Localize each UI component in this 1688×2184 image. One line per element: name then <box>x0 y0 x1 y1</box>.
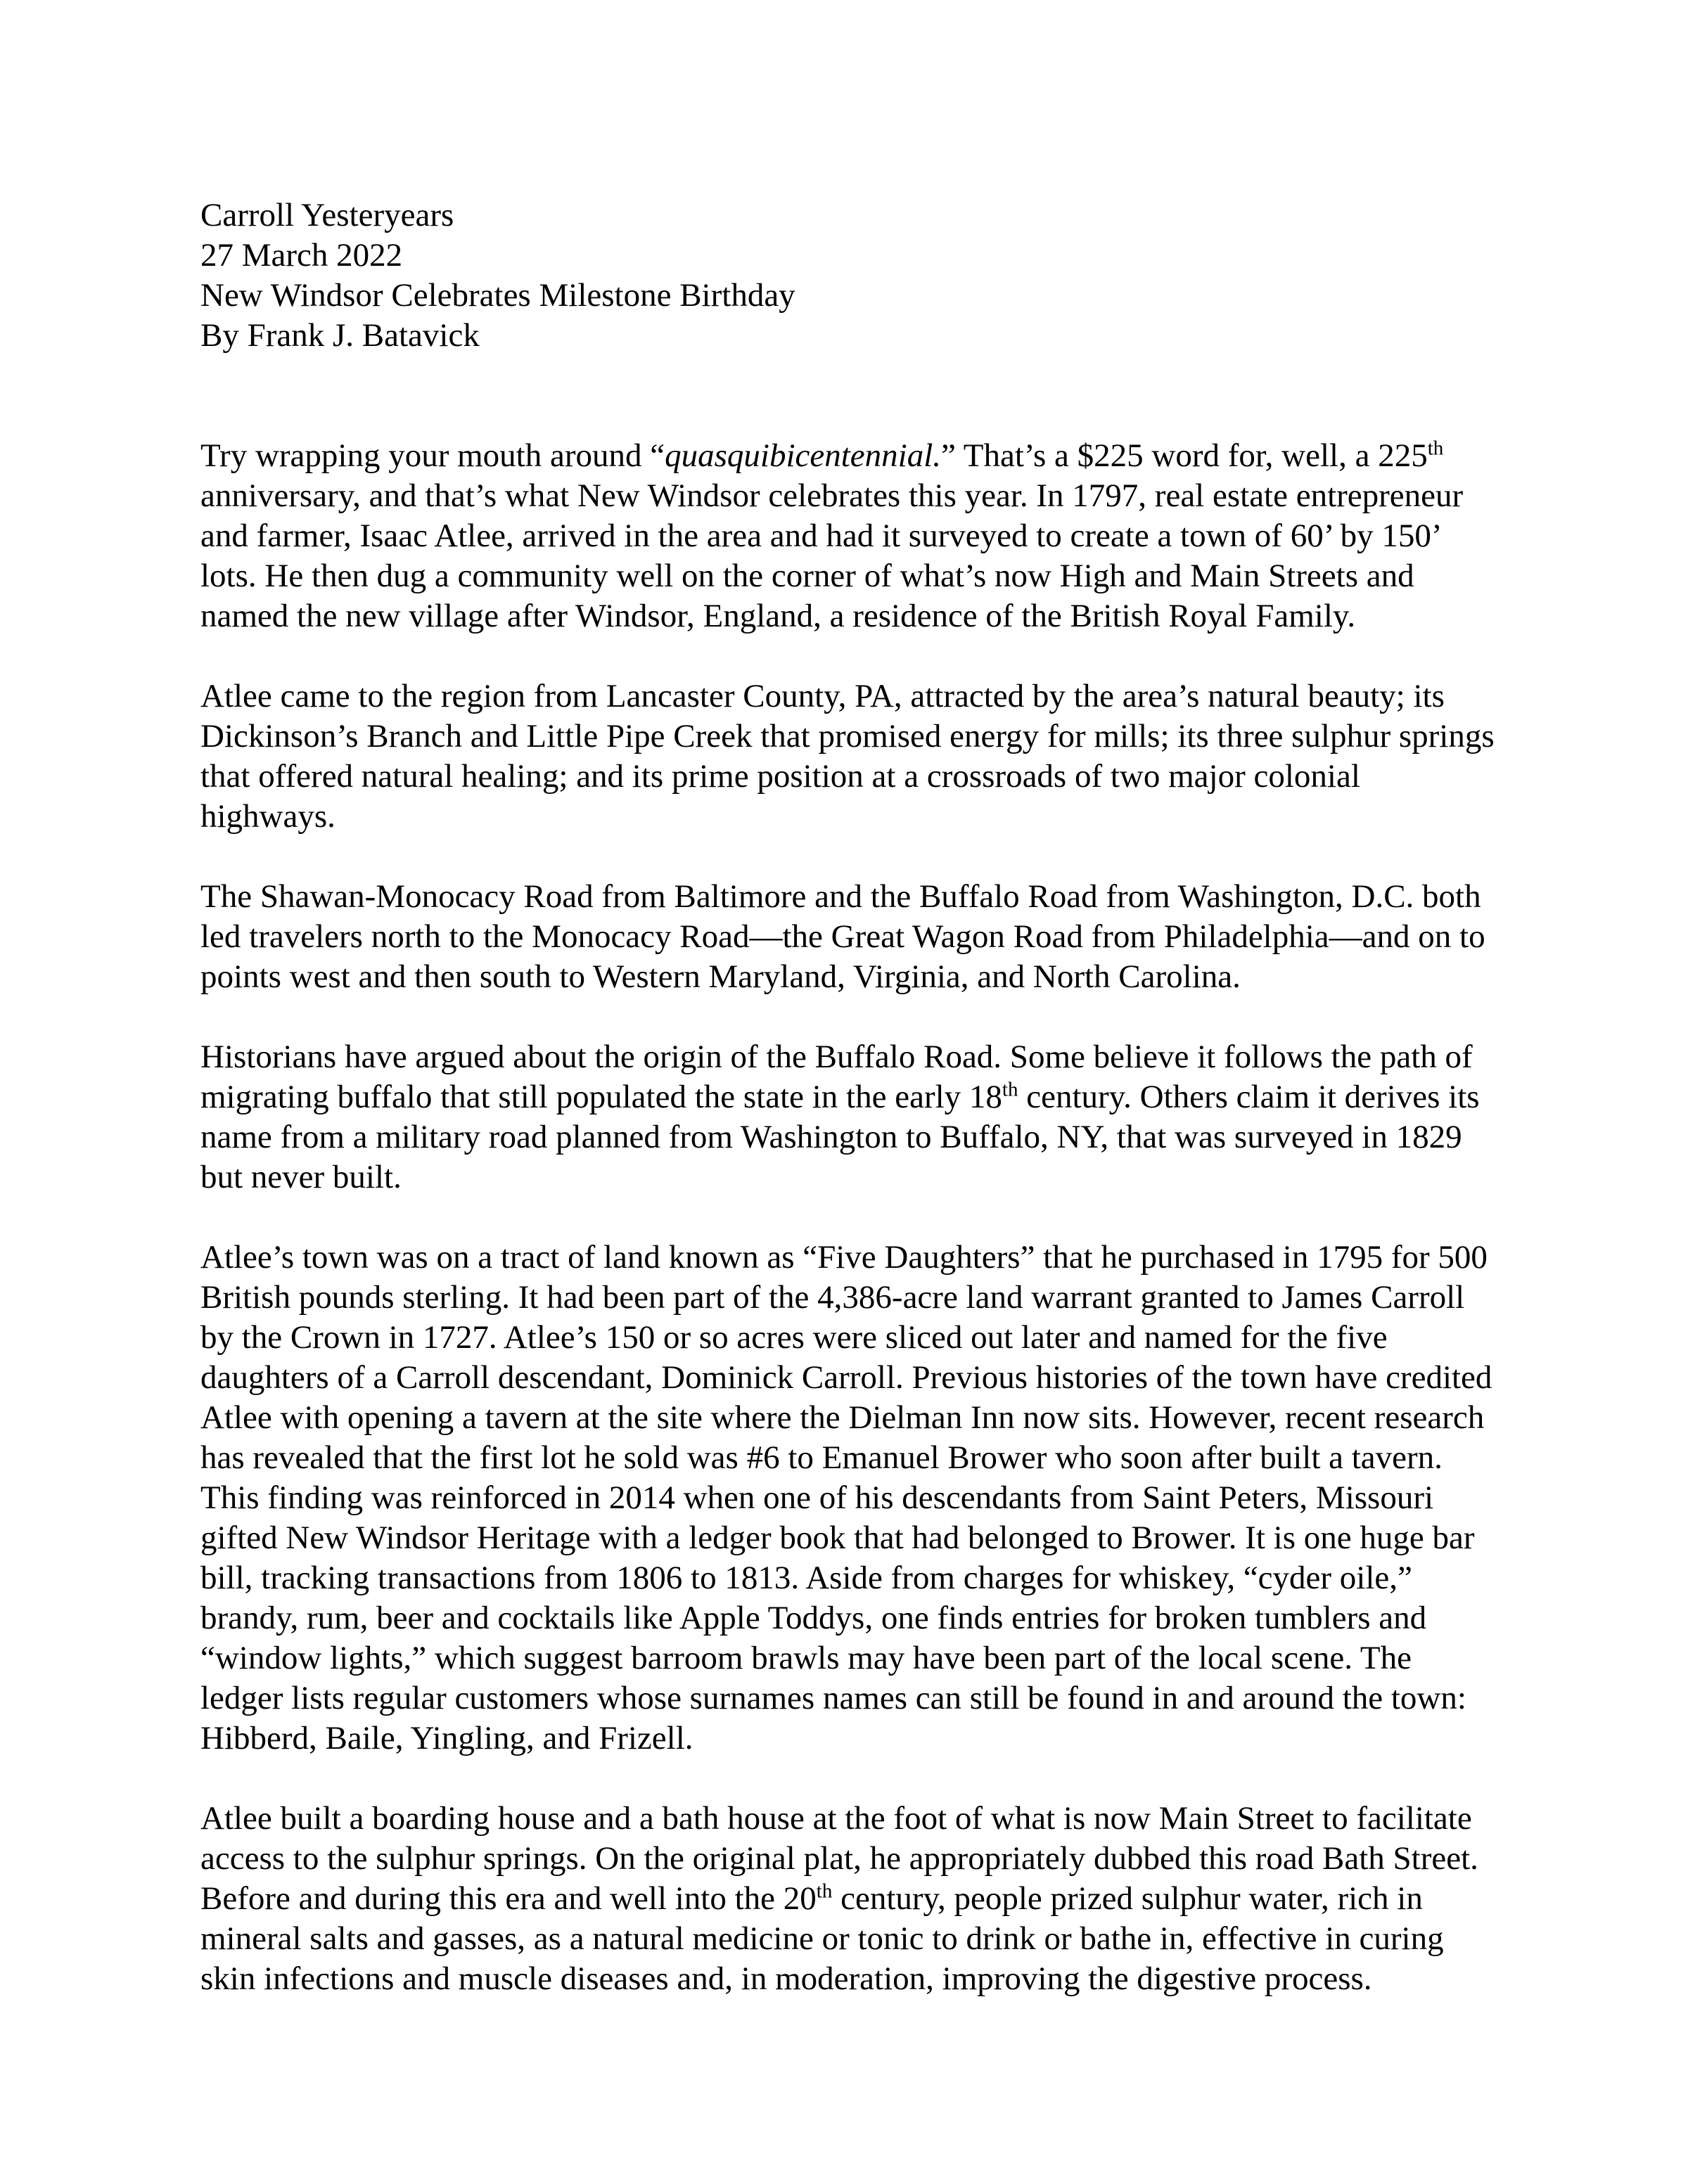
header-title: Carroll Yesteryears <box>200 197 454 233</box>
paragraph: The Shawan-Monocacy Road from Baltimore and the Buffalo Road from Washington, D.C. both led travelers north to the Monocacy Road—the Great Wagon Road from Philadelphia—and on to points west and then south to Western Maryland, Virginia, and North Carolina. <box>200 878 1485 995</box>
paragraph: Atlee came to the region from Lancaster County, PA, attracted by the area’s natural beauty; its Dickinson’s Branch and Little Pipe Creek that promised energy for mills; its three sulphur springs that offered natural healing; and its prime position at a crossroads of two major colonial highways. <box>200 678 1495 835</box>
header-date: 27 March 2022 <box>200 237 403 274</box>
paragraph: Atlee’s town was on a tract of land known as “Five Daughters” that he purchased in 1795 for 500 British pounds sterling. It had been part of the 4,386-acre land warrant granted to James Carroll by the Crown in 1727. Atlee’s 150 or so acres were sliced out later and named for the five daughters of a Carroll descendant, Dominick Carroll. Previous histories of the town have credited Atlee with opening a tavern at the site where the Dielman Inn now sits. However, recent research has revealed that the first lot he sold was #6 to Emanuel Brower who soon after built a tavern. This finding was reinforced in 2014 when one of his descendants from Saint Peters, Missouri gifted New Windsor Heritage with a ledger book that had belonged to Brower. It is one huge bar bill, tracking transactions from 1806 to 1813. Aside from charges for whiskey, “cyder oile,” brandy, rum, beer and cocktails like Apple Toddys, one finds entries for broken tumblers and “window lights,” which suggest barroom brawls may have been part of the local scene. The ledger lists regular customers whose surnames names can still be found in and around the town: Hibberd, Baile, Yingling, and Frizell. <box>200 1239 1492 1756</box>
document-body <box>200 436 1500 1999</box>
paragraph: Atlee built a boarding house and a bath house at the foot of what is now Main Street to facilitate access to the sulphur springs. On the original plat, he appropriately dubbed this road Bath Street. Before and during this era and well into the 20th century, people prized sulphur water, rich in mineral salts and gasses, as a natural medicine or tonic to drink or bathe in, effective in curing skin infections and muscle diseases and, in moderation, improving the digestive process. <box>200 1800 1478 1997</box>
header-headline: New Windsor Celebrates Milestone Birthday <box>200 277 795 314</box>
document-header <box>200 195 1500 356</box>
header-byline: By Frank J. Batavick <box>200 317 480 354</box>
paragraph: Try wrapping your mouth around “quasquibicentennial.” That’s a $225 word for, well, a 225th anniversary, and that’s what New Windsor celebrates this year. In 1797, real estate entrepreneur and farmer, Isaac Atlee, arrived in the area and had it surveyed to create a town of 60’ by 150’ lots. He then dug a community well on the corner of what’s now High and Main Streets and named the new village after Windsor, England, a residence of the British Royal Family. <box>200 437 1464 634</box>
paragraph: Historians have argued about the origin of the Buffalo Road. Some believe it follows the path of migrating buffalo that still populated the state in the early 18th century. Others claim it derives its name from a military road planned from Washington to Buffalo, NY, that was surveyed in 1829 but never built. <box>200 1039 1480 1195</box>
